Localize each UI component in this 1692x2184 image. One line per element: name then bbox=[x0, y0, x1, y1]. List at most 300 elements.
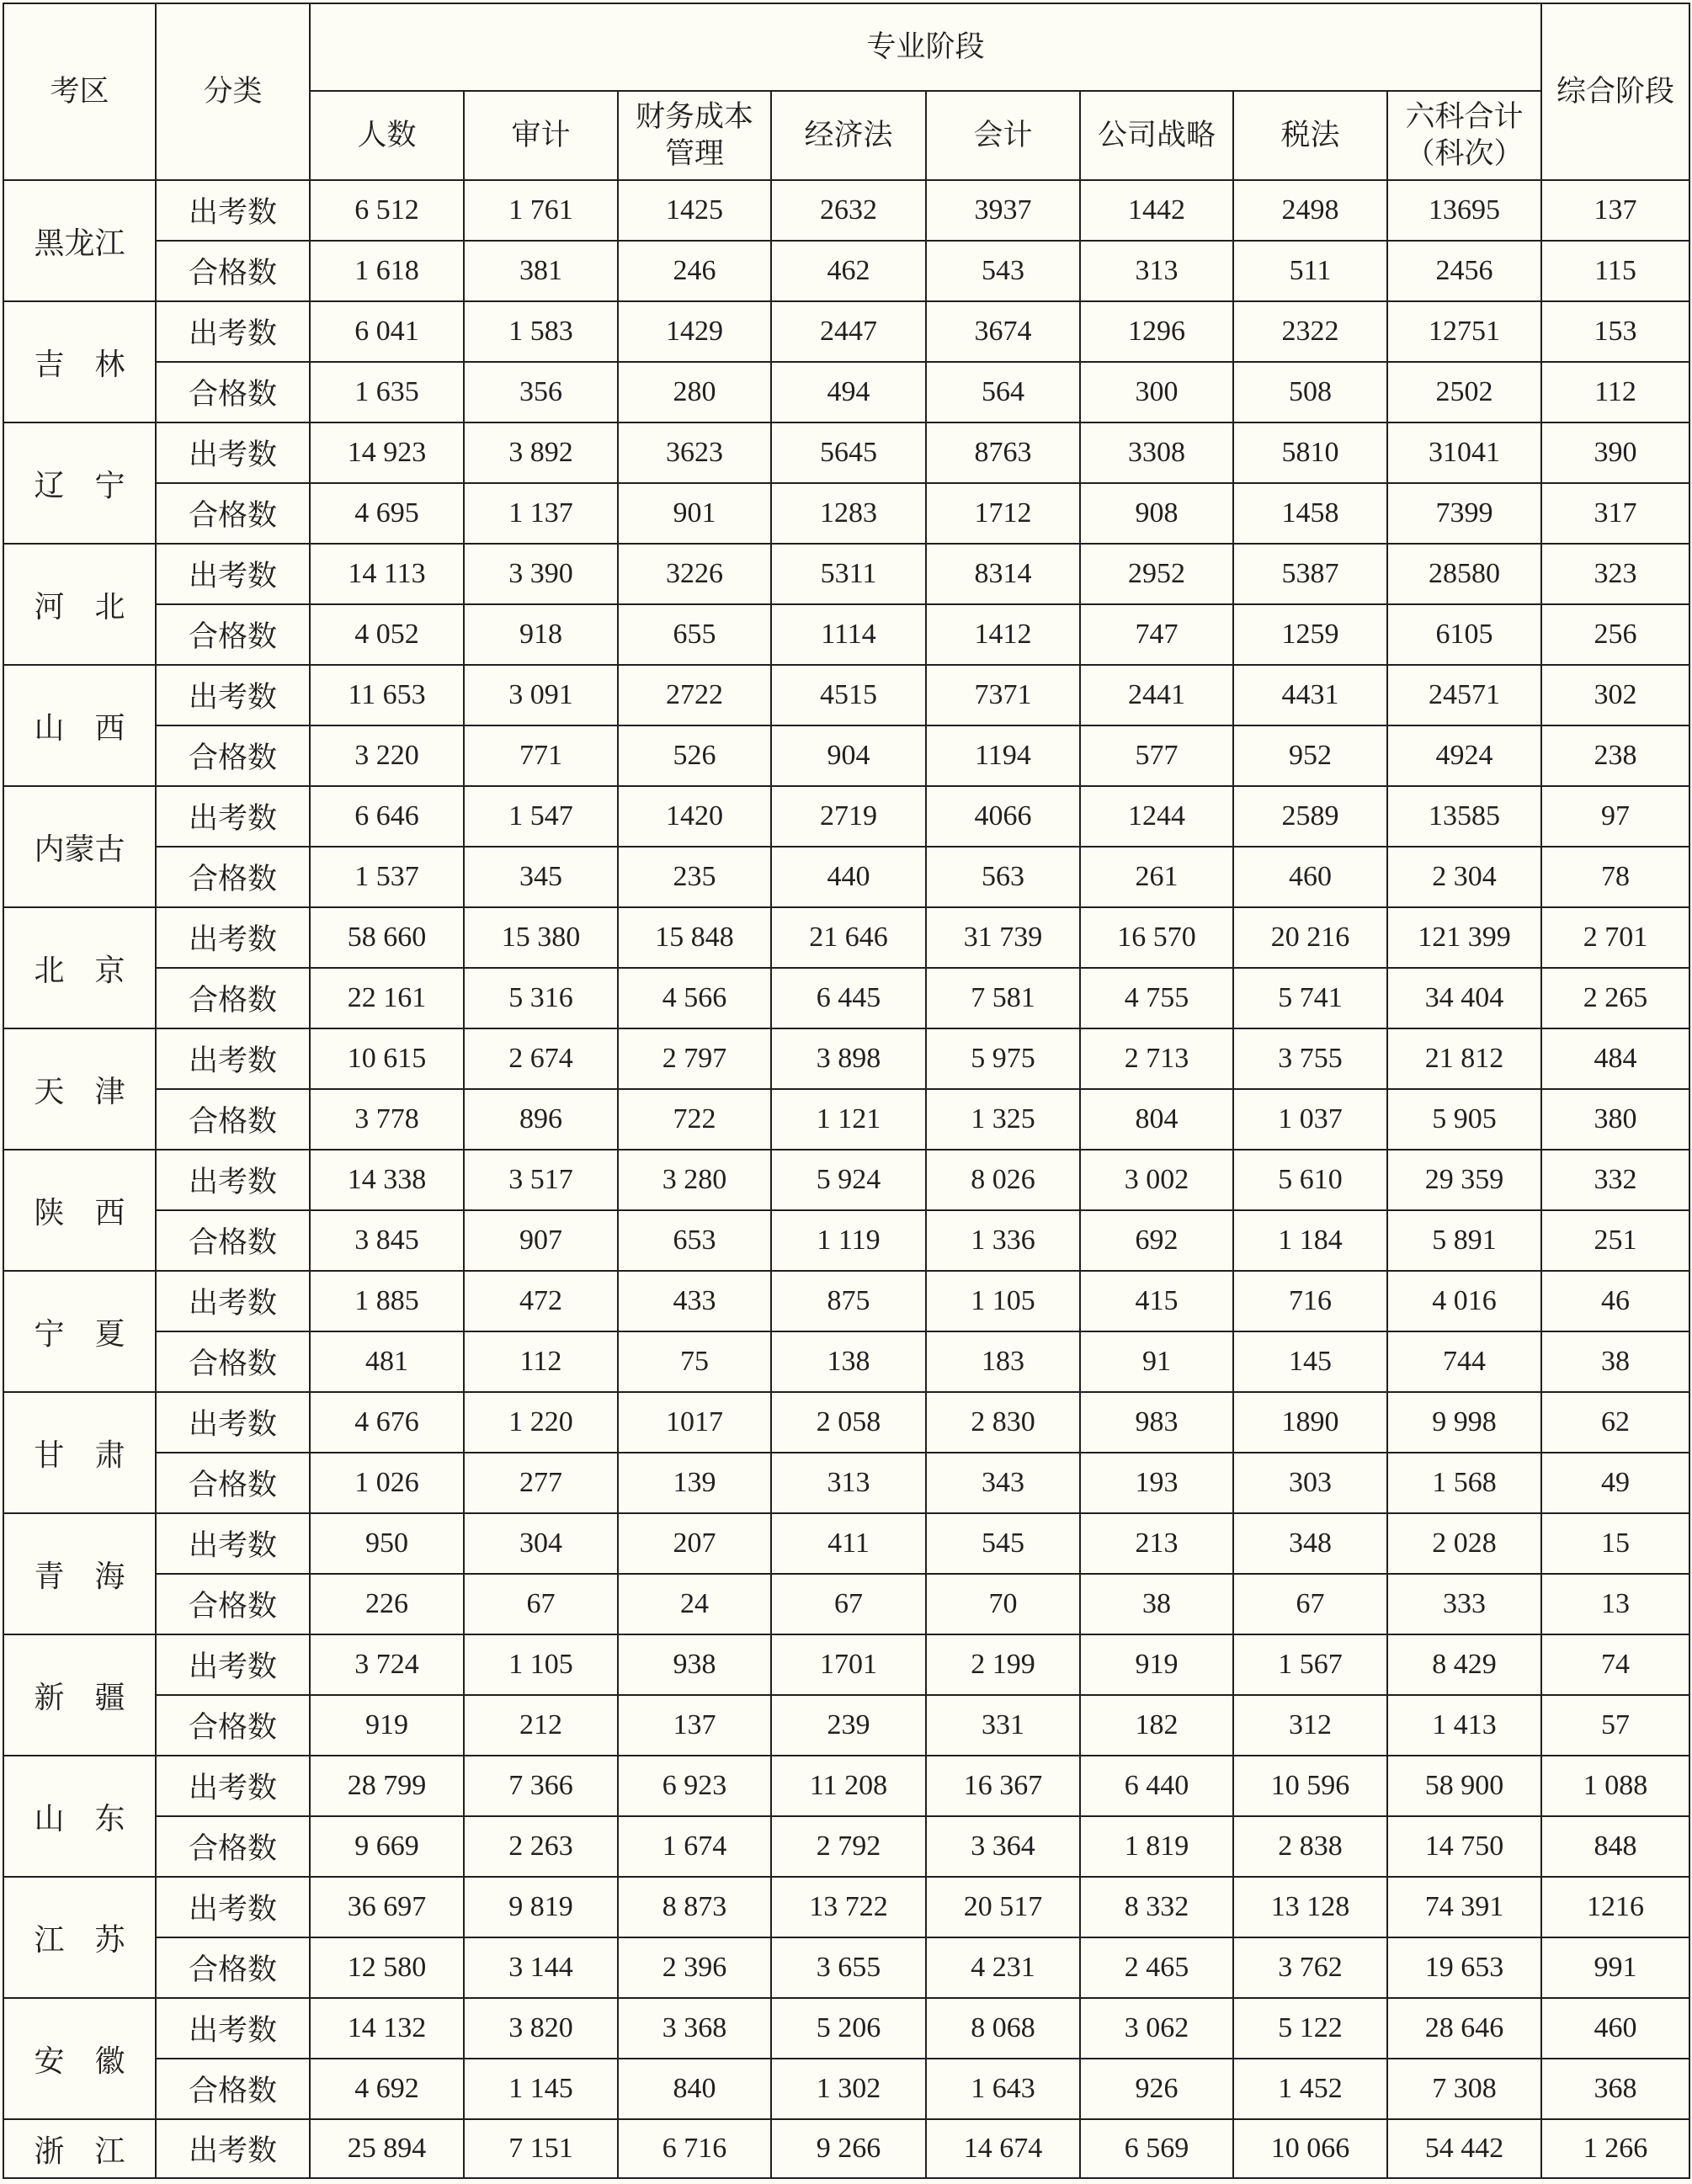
table-cell: 14 923 bbox=[310, 422, 464, 483]
table-row bbox=[3, 483, 1689, 544]
table-cell: 1259 bbox=[1233, 604, 1387, 665]
category-label: 出考数 bbox=[156, 1634, 310, 1695]
table-cell: 2 396 bbox=[618, 1937, 771, 1998]
table-cell: 1 643 bbox=[926, 2059, 1080, 2119]
table-cell: 251 bbox=[1541, 1210, 1689, 1271]
table-cell: 261 bbox=[1080, 847, 1233, 907]
table-cell: 4066 bbox=[926, 786, 1080, 847]
table-cell: 11 653 bbox=[310, 665, 464, 725]
table-row bbox=[3, 1756, 1689, 1816]
table-cell: 9 998 bbox=[1387, 1392, 1541, 1453]
table-cell: 14 750 bbox=[1387, 1816, 1541, 1877]
category-label: 出考数 bbox=[156, 1877, 310, 1937]
table-cell: 19 653 bbox=[1387, 1937, 1541, 1998]
table-cell: 5 122 bbox=[1233, 1998, 1387, 2059]
table-row bbox=[3, 1998, 1689, 2059]
region-name: 安 徽 bbox=[3, 1998, 156, 2119]
table-cell: 2447 bbox=[771, 301, 926, 362]
table-row bbox=[3, 180, 1689, 241]
table-cell: 904 bbox=[771, 725, 926, 786]
table-cell: 3 517 bbox=[464, 1150, 618, 1210]
table-cell: 2 713 bbox=[1080, 1028, 1233, 1089]
table-cell: 390 bbox=[1541, 422, 1689, 483]
column-header-audit: 审计 bbox=[464, 91, 618, 180]
table-cell: 4924 bbox=[1387, 725, 1541, 786]
table-cell: 771 bbox=[464, 725, 618, 786]
table-cell: 1 452 bbox=[1233, 2059, 1387, 2119]
region-name: 黑龙江 bbox=[3, 180, 156, 301]
table-cell: 24571 bbox=[1387, 665, 1541, 725]
table-cell: 2 304 bbox=[1387, 847, 1541, 907]
table-cell: 2322 bbox=[1233, 301, 1387, 362]
region-name: 新 疆 bbox=[3, 1634, 156, 1756]
table-cell: 14 132 bbox=[310, 1998, 464, 2059]
table-cell: 182 bbox=[1080, 1695, 1233, 1756]
table-cell: 381 bbox=[464, 241, 618, 301]
table-cell: 2 263 bbox=[464, 1816, 618, 1877]
table-cell: 238 bbox=[1541, 725, 1689, 786]
table-cell: 49 bbox=[1541, 1453, 1689, 1513]
category-label: 出考数 bbox=[156, 1028, 310, 1089]
table-cell: 5 891 bbox=[1387, 1210, 1541, 1271]
category-label: 合格数 bbox=[156, 1695, 310, 1756]
table-cell: 2 797 bbox=[618, 1028, 771, 1089]
table-cell: 926 bbox=[1080, 2059, 1233, 2119]
category-label: 出考数 bbox=[156, 907, 310, 968]
table-cell: 1 413 bbox=[1387, 1695, 1541, 1756]
table-row bbox=[3, 604, 1689, 665]
table-cell: 356 bbox=[464, 362, 618, 422]
region-name: 青 海 bbox=[3, 1513, 156, 1634]
category-label: 合格数 bbox=[156, 725, 310, 786]
column-header-financial-cost-management: 财务成本管理 bbox=[618, 91, 771, 180]
table-cell: 10 615 bbox=[310, 1028, 464, 1089]
category-label: 出考数 bbox=[156, 1756, 310, 1816]
category-label: 合格数 bbox=[156, 604, 310, 665]
table-cell: 31 739 bbox=[926, 907, 1080, 968]
table-cell: 653 bbox=[618, 1210, 771, 1271]
table-cell: 3 778 bbox=[310, 1089, 464, 1150]
category-label: 合格数 bbox=[156, 1937, 310, 1998]
table-row bbox=[3, 1331, 1689, 1392]
table-cell: 5 975 bbox=[926, 1028, 1080, 1089]
table-cell: 8763 bbox=[926, 422, 1080, 483]
table-cell: 1 105 bbox=[926, 1271, 1080, 1331]
table-cell: 744 bbox=[1387, 1331, 1541, 1392]
table-row bbox=[3, 1271, 1689, 1331]
table-cell: 3 390 bbox=[464, 544, 618, 604]
table-cell: 323 bbox=[1541, 544, 1689, 604]
table-cell: 1 635 bbox=[310, 362, 464, 422]
table-body bbox=[3, 180, 1689, 2178]
table-cell: 153 bbox=[1541, 301, 1689, 362]
comprehensive-stage-header: 综合阶段 bbox=[1541, 3, 1689, 180]
table-row bbox=[3, 362, 1689, 422]
table-row bbox=[3, 1210, 1689, 1271]
table-cell: 3 062 bbox=[1080, 1998, 1233, 2059]
table-cell: 332 bbox=[1541, 1150, 1689, 1210]
table-cell: 1442 bbox=[1080, 180, 1233, 241]
table-cell: 1 336 bbox=[926, 1210, 1080, 1271]
table-row bbox=[3, 1150, 1689, 1210]
table-cell: 1 266 bbox=[1541, 2119, 1689, 2178]
table-row bbox=[3, 1695, 1689, 1756]
table-cell: 5 741 bbox=[1233, 968, 1387, 1028]
table-cell: 317 bbox=[1541, 483, 1689, 544]
table-cell: 6 440 bbox=[1080, 1756, 1233, 1816]
table-cell: 919 bbox=[310, 1695, 464, 1756]
table-cell: 2456 bbox=[1387, 241, 1541, 301]
table-cell: 8 026 bbox=[926, 1150, 1080, 1210]
table-cell: 919 bbox=[1080, 1634, 1233, 1695]
category-label: 合格数 bbox=[156, 483, 310, 544]
table-cell: 112 bbox=[464, 1331, 618, 1392]
table-cell: 983 bbox=[1080, 1392, 1233, 1453]
table-cell: 3 762 bbox=[1233, 1937, 1387, 1998]
table-cell: 7 581 bbox=[926, 968, 1080, 1028]
table-cell: 1017 bbox=[618, 1392, 771, 1453]
table-cell: 28580 bbox=[1387, 544, 1541, 604]
table-cell: 20 216 bbox=[1233, 907, 1387, 968]
category-label: 合格数 bbox=[156, 362, 310, 422]
table-row bbox=[3, 1028, 1689, 1089]
table-cell: 6105 bbox=[1387, 604, 1541, 665]
category-label: 出考数 bbox=[156, 180, 310, 241]
table-cell: 484 bbox=[1541, 1028, 1689, 1089]
table-cell: 543 bbox=[926, 241, 1080, 301]
region-name: 宁 夏 bbox=[3, 1271, 156, 1392]
table-cell: 1 137 bbox=[464, 483, 618, 544]
table-cell: 950 bbox=[310, 1513, 464, 1574]
table-cell: 2 792 bbox=[771, 1816, 926, 1877]
table-cell: 97 bbox=[1541, 786, 1689, 847]
table-cell: 1 568 bbox=[1387, 1453, 1541, 1513]
table-row bbox=[3, 907, 1689, 968]
table-cell: 875 bbox=[771, 1271, 926, 1331]
table-cell: 2 674 bbox=[464, 1028, 618, 1089]
table-row bbox=[3, 1089, 1689, 1150]
table-cell: 1 618 bbox=[310, 241, 464, 301]
table-cell: 3 898 bbox=[771, 1028, 926, 1089]
table-cell: 1 119 bbox=[771, 1210, 926, 1271]
table-row bbox=[3, 2059, 1689, 2119]
table-cell: 302 bbox=[1541, 665, 1689, 725]
category-label: 合格数 bbox=[156, 847, 310, 907]
table-cell: 440 bbox=[771, 847, 926, 907]
region-name: 北 京 bbox=[3, 907, 156, 1028]
table-cell: 1 184 bbox=[1233, 1210, 1387, 1271]
table-cell: 115 bbox=[1541, 241, 1689, 301]
table-cell: 5 905 bbox=[1387, 1089, 1541, 1150]
table-cell: 411 bbox=[771, 1513, 926, 1574]
table-cell: 5 924 bbox=[771, 1150, 926, 1210]
table-cell: 75 bbox=[618, 1331, 771, 1392]
table-cell: 6 041 bbox=[310, 301, 464, 362]
table-cell: 2 028 bbox=[1387, 1513, 1541, 1574]
table-cell: 28 799 bbox=[310, 1756, 464, 1816]
table-cell: 1890 bbox=[1233, 1392, 1387, 1453]
table-cell: 5645 bbox=[771, 422, 926, 483]
category-label: 出考数 bbox=[156, 422, 310, 483]
category-header: 分类 bbox=[156, 3, 310, 180]
table-cell: 2 838 bbox=[1233, 1816, 1387, 1877]
table-cell: 6 716 bbox=[618, 2119, 771, 2178]
table-cell: 2 199 bbox=[926, 1634, 1080, 1695]
table-cell: 13695 bbox=[1387, 180, 1541, 241]
category-label: 出考数 bbox=[156, 1271, 310, 1331]
table-cell: 31041 bbox=[1387, 422, 1541, 483]
column-header-accounting: 会计 bbox=[926, 91, 1080, 180]
column-header-economic-law: 经济法 bbox=[771, 91, 926, 180]
category-label: 合格数 bbox=[156, 2059, 310, 2119]
table-cell: 304 bbox=[464, 1513, 618, 1574]
table-cell: 545 bbox=[926, 1513, 1080, 1574]
region-name: 河 北 bbox=[3, 544, 156, 665]
table-cell: 460 bbox=[1541, 1998, 1689, 2059]
table-cell: 9 266 bbox=[771, 2119, 926, 2178]
table-cell: 91 bbox=[1080, 1331, 1233, 1392]
table-cell: 494 bbox=[771, 362, 926, 422]
table-cell: 1701 bbox=[771, 1634, 926, 1695]
table-cell: 21 812 bbox=[1387, 1028, 1541, 1089]
category-label: 出考数 bbox=[156, 1513, 310, 1574]
table-cell: 907 bbox=[464, 1210, 618, 1271]
table-cell: 1425 bbox=[618, 180, 771, 241]
table-cell: 5387 bbox=[1233, 544, 1387, 604]
table-cell: 12 580 bbox=[310, 1937, 464, 1998]
table-cell: 58 660 bbox=[310, 907, 464, 968]
table-cell: 1216 bbox=[1541, 1877, 1689, 1937]
category-label: 合格数 bbox=[156, 1331, 310, 1392]
table-cell: 54 442 bbox=[1387, 2119, 1541, 2178]
table-cell: 918 bbox=[464, 604, 618, 665]
table-cell: 13585 bbox=[1387, 786, 1541, 847]
table-cell: 137 bbox=[1541, 180, 1689, 241]
exam-statistics-table bbox=[3, 3, 1690, 2179]
column-header-six-subject-total: 六科合计（科次） bbox=[1387, 91, 1541, 180]
table-row bbox=[3, 301, 1689, 362]
table-cell: 460 bbox=[1233, 847, 1387, 907]
region-name: 天 津 bbox=[3, 1028, 156, 1150]
table-cell: 908 bbox=[1080, 483, 1233, 544]
table-cell: 348 bbox=[1233, 1513, 1387, 1574]
region-name: 内蒙古 bbox=[3, 786, 156, 907]
table-cell: 277 bbox=[464, 1453, 618, 1513]
table-cell: 3 368 bbox=[618, 1998, 771, 2059]
table-cell: 4 695 bbox=[310, 483, 464, 544]
table-cell: 303 bbox=[1233, 1453, 1387, 1513]
table-row bbox=[3, 1634, 1689, 1695]
table-cell: 8 873 bbox=[618, 1877, 771, 1937]
table-cell: 2502 bbox=[1387, 362, 1541, 422]
table-cell: 333 bbox=[1387, 1574, 1541, 1634]
table-cell: 1 037 bbox=[1233, 1089, 1387, 1150]
category-label: 出考数 bbox=[156, 1998, 310, 2059]
table-cell: 526 bbox=[618, 725, 771, 786]
category-label: 合格数 bbox=[156, 1210, 310, 1271]
table-cell: 3 724 bbox=[310, 1634, 464, 1695]
table-cell: 8 332 bbox=[1080, 1877, 1233, 1937]
table-cell: 3623 bbox=[618, 422, 771, 483]
table-cell: 2 058 bbox=[771, 1392, 926, 1453]
table-cell: 7 308 bbox=[1387, 2059, 1541, 2119]
table-cell: 10 066 bbox=[1233, 2119, 1387, 2178]
table-row bbox=[3, 241, 1689, 301]
table-cell: 938 bbox=[618, 1634, 771, 1695]
table-cell: 5311 bbox=[771, 544, 926, 604]
table-cell: 5 316 bbox=[464, 968, 618, 1028]
table-cell: 14 338 bbox=[310, 1150, 464, 1210]
table-cell: 193 bbox=[1080, 1453, 1233, 1513]
table-cell: 13 722 bbox=[771, 1877, 926, 1937]
category-label: 合格数 bbox=[156, 1453, 310, 1513]
table-cell: 312 bbox=[1233, 1695, 1387, 1756]
table-cell: 4515 bbox=[771, 665, 926, 725]
table-cell: 896 bbox=[464, 1089, 618, 1150]
table-cell: 4 755 bbox=[1080, 968, 1233, 1028]
table-cell: 1 026 bbox=[310, 1453, 464, 1513]
table-cell: 1 105 bbox=[464, 1634, 618, 1695]
table-cell: 2719 bbox=[771, 786, 926, 847]
table-cell: 67 bbox=[771, 1574, 926, 1634]
table-cell: 3 364 bbox=[926, 1816, 1080, 1877]
table-cell: 3 091 bbox=[464, 665, 618, 725]
column-header-corporate-strategy: 公司战略 bbox=[1080, 91, 1233, 180]
table-cell: 246 bbox=[618, 241, 771, 301]
table-cell: 472 bbox=[464, 1271, 618, 1331]
table-cell: 655 bbox=[618, 604, 771, 665]
table-cell: 207 bbox=[618, 1513, 771, 1574]
table-cell: 804 bbox=[1080, 1089, 1233, 1150]
table-cell: 78 bbox=[1541, 847, 1689, 907]
category-label: 合格数 bbox=[156, 968, 310, 1028]
table-cell: 2441 bbox=[1080, 665, 1233, 725]
category-label: 出考数 bbox=[156, 665, 310, 725]
table-cell: 2952 bbox=[1080, 544, 1233, 604]
table-row bbox=[3, 544, 1689, 604]
table-row bbox=[3, 665, 1689, 725]
table-cell: 991 bbox=[1541, 1937, 1689, 1998]
table-cell: 1114 bbox=[771, 604, 926, 665]
table-row bbox=[3, 1937, 1689, 1998]
table-cell: 692 bbox=[1080, 1210, 1233, 1271]
table-row bbox=[3, 1513, 1689, 1574]
table-cell: 380 bbox=[1541, 1089, 1689, 1150]
table-cell: 226 bbox=[310, 1574, 464, 1634]
table-cell: 3 845 bbox=[310, 1210, 464, 1271]
table-cell: 345 bbox=[464, 847, 618, 907]
table-cell: 16 570 bbox=[1080, 907, 1233, 968]
table-cell: 508 bbox=[1233, 362, 1387, 422]
category-label: 出考数 bbox=[156, 544, 310, 604]
table-cell: 38 bbox=[1541, 1331, 1689, 1392]
table-cell: 7399 bbox=[1387, 483, 1541, 544]
table-cell: 1194 bbox=[926, 725, 1080, 786]
table-cell: 1429 bbox=[618, 301, 771, 362]
table-cell: 3226 bbox=[618, 544, 771, 604]
table-cell: 462 bbox=[771, 241, 926, 301]
table-cell: 138 bbox=[771, 1331, 926, 1392]
table-cell: 3 892 bbox=[464, 422, 618, 483]
table-cell: 8 068 bbox=[926, 1998, 1080, 2059]
table-cell: 239 bbox=[771, 1695, 926, 1756]
table-cell: 112 bbox=[1541, 362, 1689, 422]
region-name: 山 西 bbox=[3, 665, 156, 786]
table-cell: 121 399 bbox=[1387, 907, 1541, 968]
table-cell: 24 bbox=[618, 1574, 771, 1634]
category-label: 合格数 bbox=[156, 1816, 310, 1877]
table-row bbox=[3, 1877, 1689, 1937]
table-cell: 3 820 bbox=[464, 1998, 618, 2059]
table-cell: 10 596 bbox=[1233, 1756, 1387, 1816]
column-header-people: 人数 bbox=[310, 91, 464, 180]
table-cell: 21 646 bbox=[771, 907, 926, 968]
table-cell: 1 547 bbox=[464, 786, 618, 847]
table-cell: 3 220 bbox=[310, 725, 464, 786]
table-cell: 9 819 bbox=[464, 1877, 618, 1937]
table-row bbox=[3, 1392, 1689, 1453]
table-cell: 1420 bbox=[618, 786, 771, 847]
table-cell: 2 701 bbox=[1541, 907, 1689, 968]
table-row bbox=[3, 725, 1689, 786]
table-cell: 280 bbox=[618, 362, 771, 422]
table-cell: 840 bbox=[618, 2059, 771, 2119]
column-header-tax-law: 税法 bbox=[1233, 91, 1387, 180]
table-cell: 4 052 bbox=[310, 604, 464, 665]
table-cell: 1244 bbox=[1080, 786, 1233, 847]
table-cell: 1 145 bbox=[464, 2059, 618, 2119]
table-cell: 14 113 bbox=[310, 544, 464, 604]
table-cell: 13 128 bbox=[1233, 1877, 1387, 1937]
table-cell: 1296 bbox=[1080, 301, 1233, 362]
table-cell: 3 280 bbox=[618, 1150, 771, 1210]
table-cell: 6 445 bbox=[771, 968, 926, 1028]
table-row bbox=[3, 1816, 1689, 1877]
table-cell: 3 002 bbox=[1080, 1150, 1233, 1210]
table-cell: 25 894 bbox=[310, 2119, 464, 2178]
table-cell: 212 bbox=[464, 1695, 618, 1756]
table-cell: 3308 bbox=[1080, 422, 1233, 483]
table-cell: 2 465 bbox=[1080, 1937, 1233, 1998]
table-cell: 4431 bbox=[1233, 665, 1387, 725]
table-cell: 2589 bbox=[1233, 786, 1387, 847]
table-cell: 38 bbox=[1080, 1574, 1233, 1634]
table-cell: 4 676 bbox=[310, 1392, 464, 1453]
table-cell: 3674 bbox=[926, 301, 1080, 362]
table-cell: 415 bbox=[1080, 1271, 1233, 1331]
table-cell: 7 151 bbox=[464, 2119, 618, 2178]
table-cell: 67 bbox=[1233, 1574, 1387, 1634]
table-cell: 481 bbox=[310, 1331, 464, 1392]
table-cell: 28 646 bbox=[1387, 1998, 1541, 2059]
table-row bbox=[3, 786, 1689, 847]
table-cell: 3 755 bbox=[1233, 1028, 1387, 1089]
table-cell: 139 bbox=[618, 1453, 771, 1513]
table-cell: 145 bbox=[1233, 1331, 1387, 1392]
table-cell: 511 bbox=[1233, 241, 1387, 301]
table-cell: 36 697 bbox=[310, 1877, 464, 1937]
region-name: 辽 宁 bbox=[3, 422, 156, 544]
table-cell: 313 bbox=[771, 1453, 926, 1513]
table-cell: 2 265 bbox=[1541, 968, 1689, 1028]
table-cell: 747 bbox=[1080, 604, 1233, 665]
table-cell: 235 bbox=[618, 847, 771, 907]
table-cell: 368 bbox=[1541, 2059, 1689, 2119]
table-cell: 4 016 bbox=[1387, 1271, 1541, 1331]
region-name: 山 东 bbox=[3, 1756, 156, 1877]
table-cell: 34 404 bbox=[1387, 968, 1541, 1028]
table-cell: 6 923 bbox=[618, 1756, 771, 1816]
